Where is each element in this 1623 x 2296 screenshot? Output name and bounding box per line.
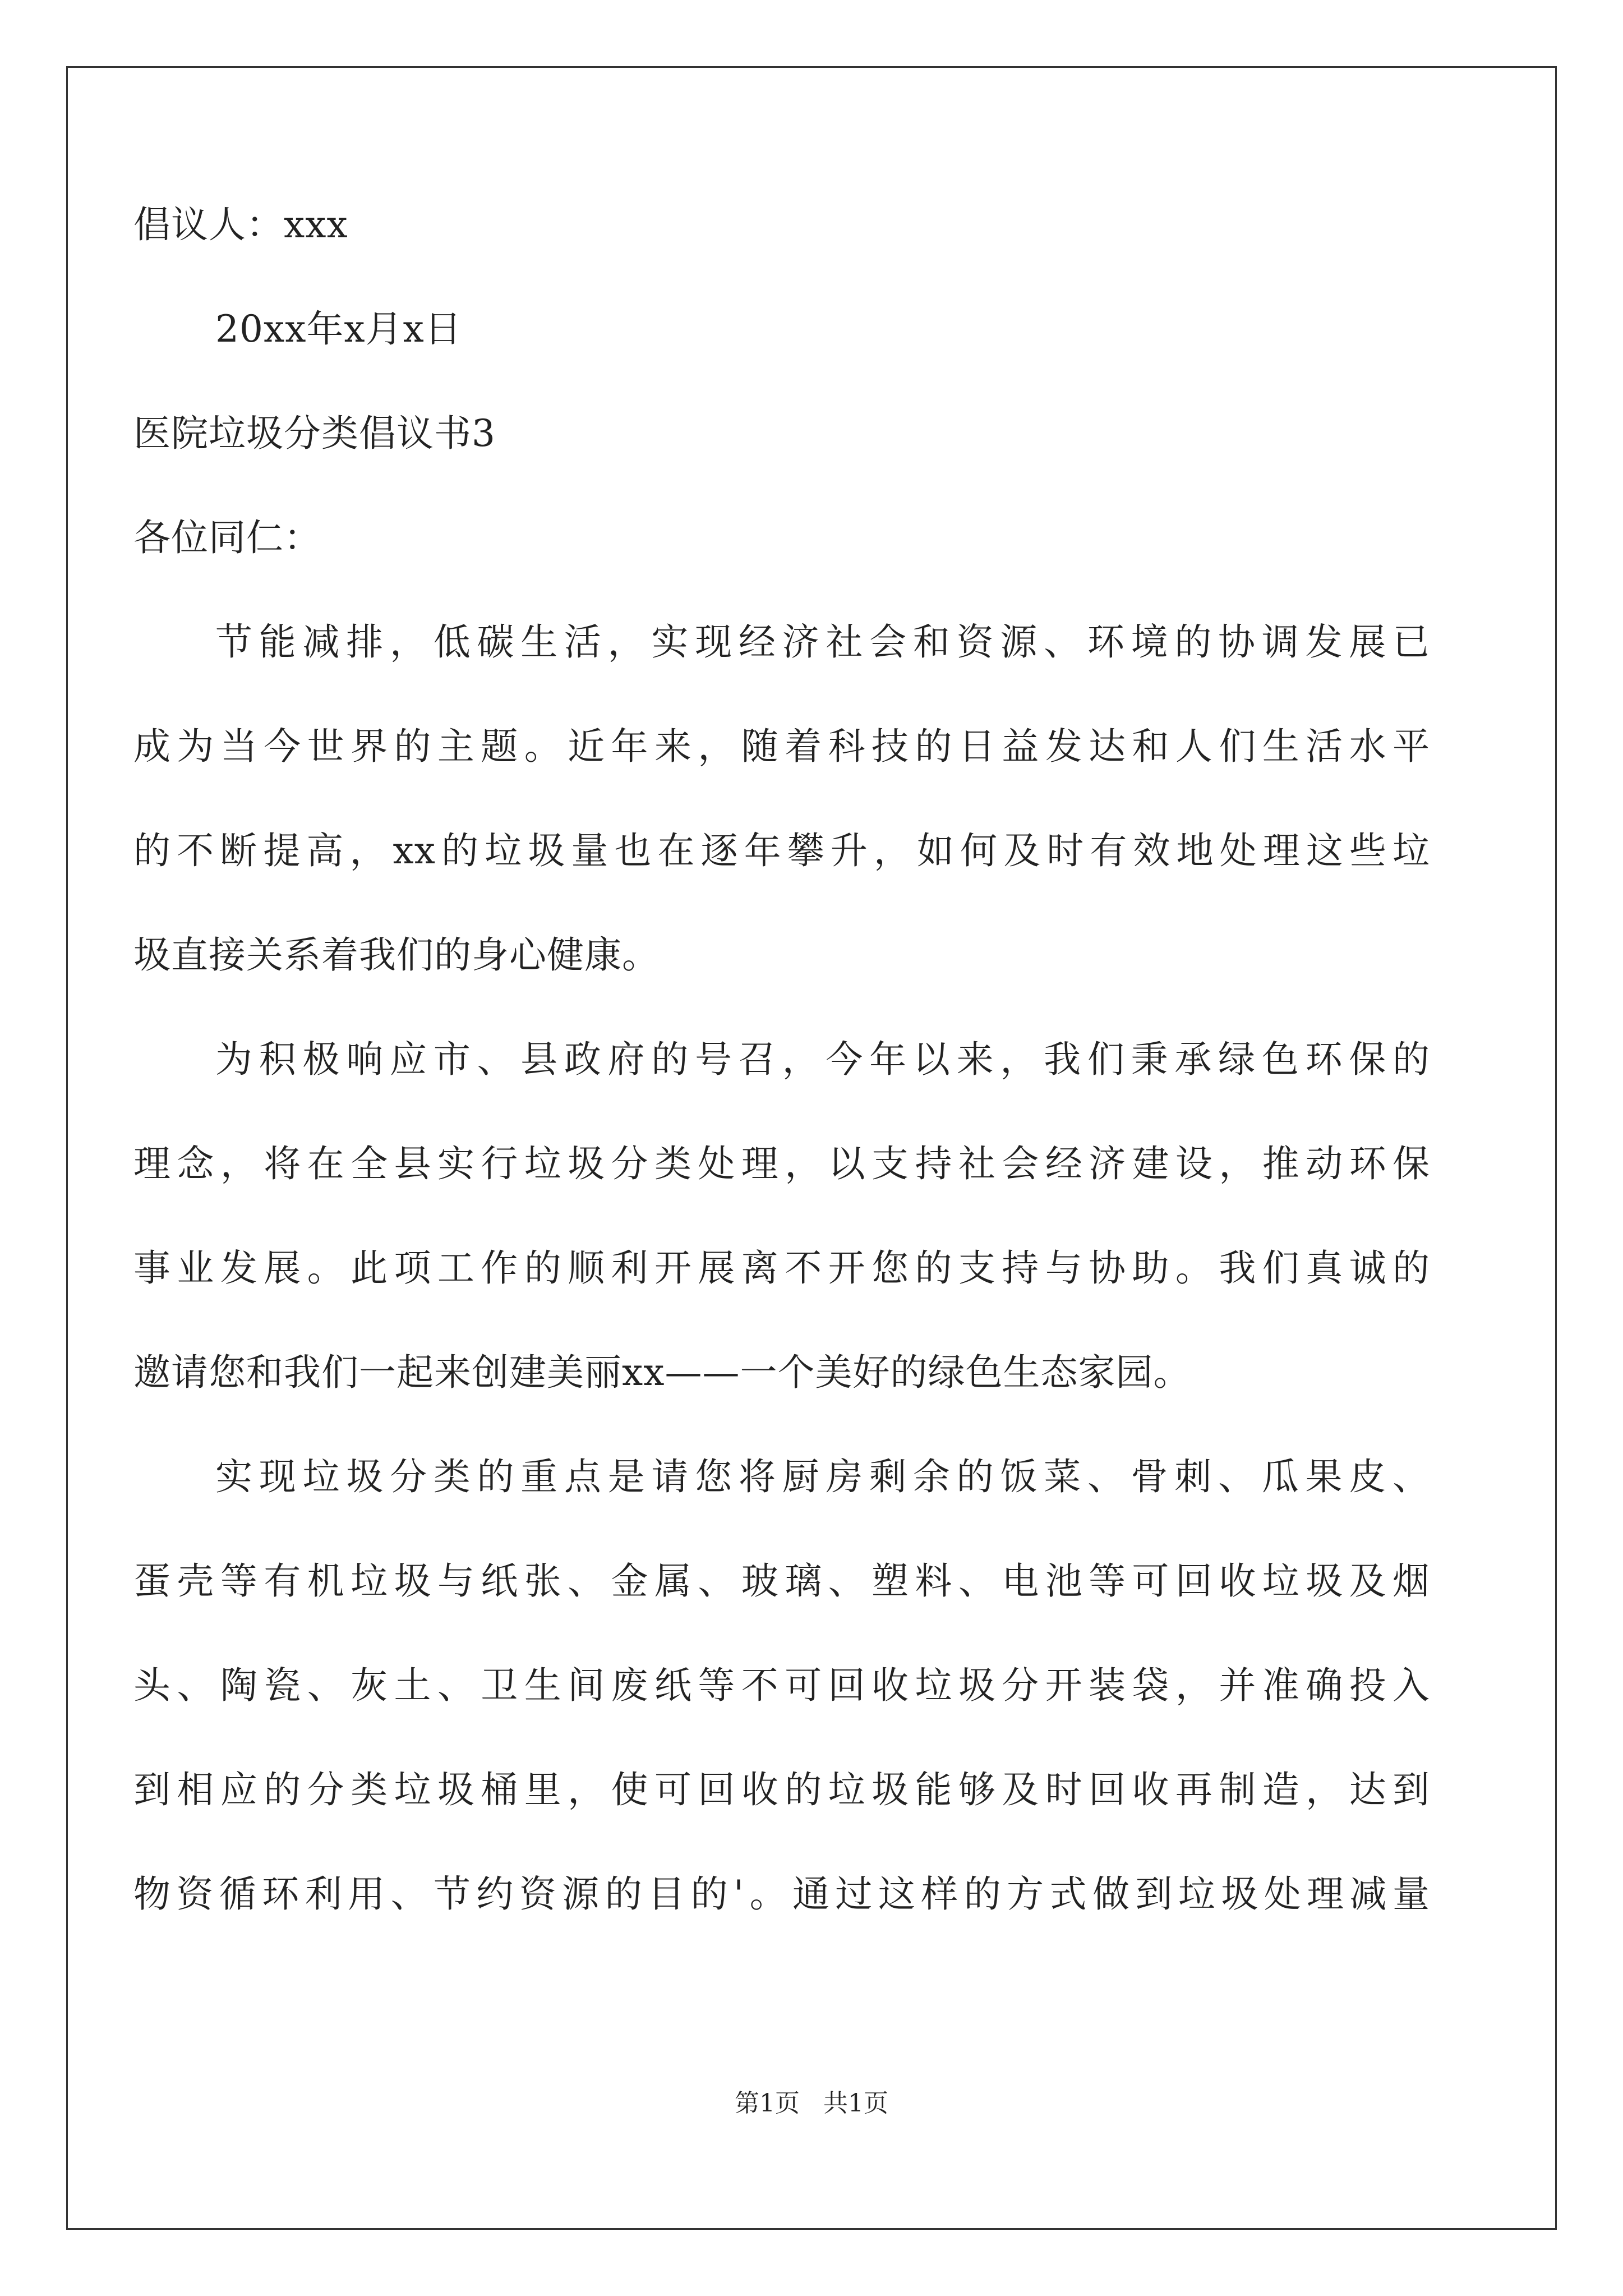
salutation: 各位同仁： bbox=[133, 516, 321, 559]
paragraph-1-line-4: 圾直接关系着我们的身心健康。 bbox=[133, 933, 660, 977]
paragraph-3-line-4: 到相应的分类垃圾桶里，使可回收的垃圾能够及时回收再制造，达到 bbox=[133, 1768, 1430, 1811]
paragraph-2-line-2: 理念，将在全县实行垃圾分类处理，以支持社会经济建设，推动环保 bbox=[133, 1142, 1430, 1185]
paragraph-2-line-1: 为积极响应市、县政府的号召，今年以来，我们秉承绿色环保的 bbox=[215, 1038, 1430, 1081]
paragraph-2-line-4: 邀请您和我们一起来创建美丽xx——一个美好的绿色生态家园。 bbox=[133, 1351, 1191, 1394]
paragraph-1-line-3: 的不断提高，xx的垃圾量也在逐年攀升，如何及时有效地处理这些垃 bbox=[133, 829, 1430, 872]
paragraph-2-line-3: 事业发展。此项工作的顺利开展离不开您的支持与协助。我们真诚的 bbox=[133, 1246, 1430, 1290]
paragraph-1-line-1: 节能减排，低碳生活，实现经济社会和资源、环境的协调发展已 bbox=[215, 620, 1430, 664]
paragraph-3-line-2: 蛋壳等有机垃圾与纸张、金属、玻璃、塑料、电池等可回收垃圾及烟 bbox=[133, 1559, 1430, 1603]
paragraph-3-line-5: 物资循环利用、节约资源的目的'。通过这样的方式做到垃圾处理减量 bbox=[133, 1872, 1430, 1916]
paragraph-3-line-1: 实现垃圾分类的重点是请您将厨房剩余的饭菜、骨刺、瓜果皮、 bbox=[215, 1455, 1430, 1498]
signer-line: 倡议人：xxx bbox=[133, 203, 348, 246]
paragraph-3-line-3: 头、陶瓷、灰土、卫生间废纸等不可回收垃圾分开装袋，并准确投入 bbox=[133, 1664, 1430, 1707]
page-footer: 第1页 共1页 bbox=[735, 2089, 888, 2118]
date-line: 20xx年x月x日 bbox=[215, 307, 462, 351]
paragraph-1-line-2: 成为当今世界的主题。近年来，随着科技的日益发达和人们生活水平 bbox=[133, 725, 1430, 768]
document-heading: 医院垃圾分类倡议书3 bbox=[133, 412, 496, 455]
